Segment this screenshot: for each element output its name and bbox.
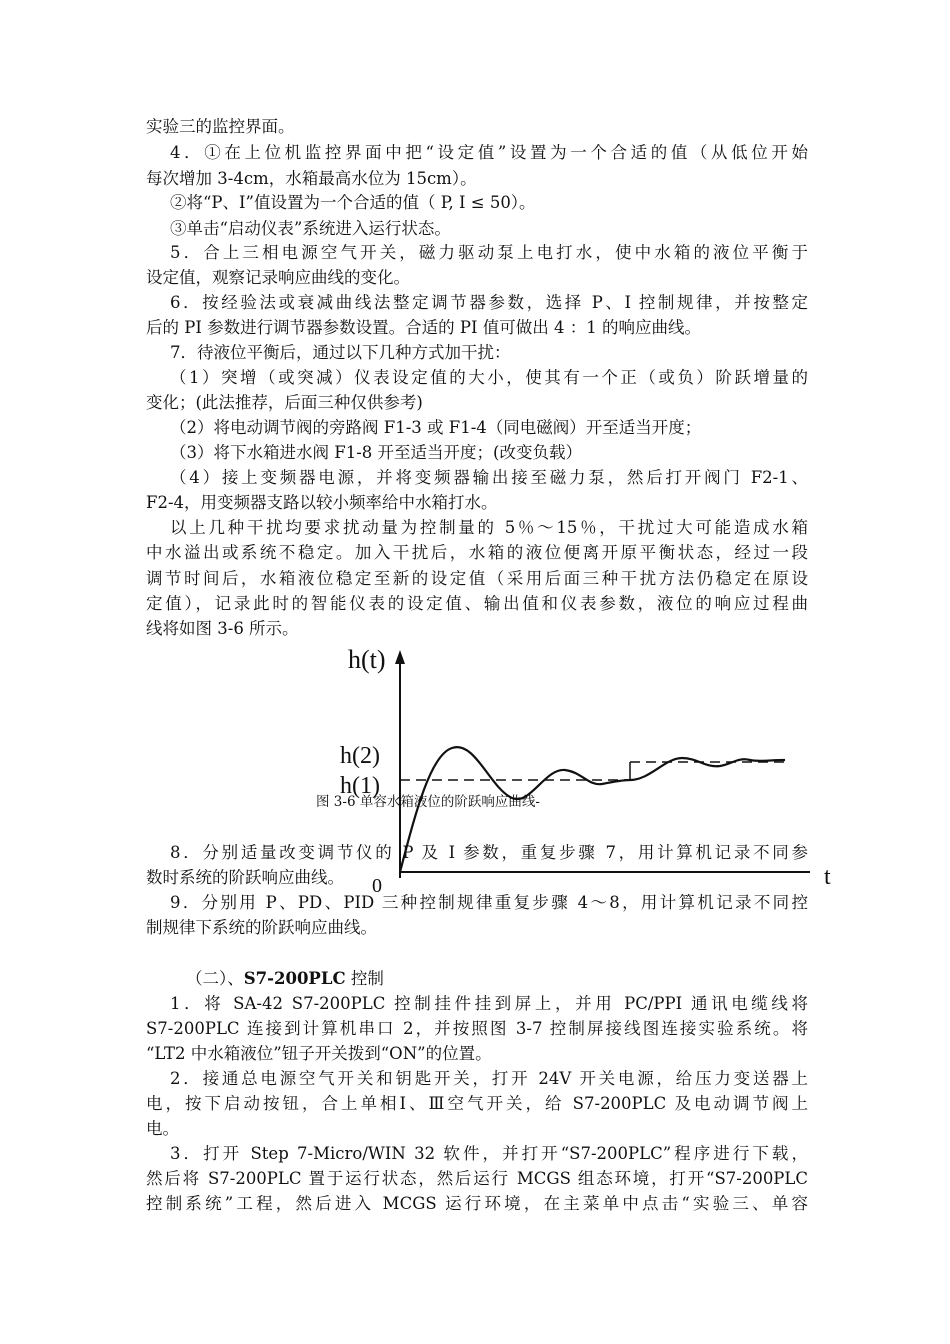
text-line: 3．打开 Step 7-Micro/WIN 32 软件，并打开“S7-200PLC”程序进行下载， bbox=[170, 1144, 808, 1163]
text-line: 数时系统的阶跃响应曲线。 bbox=[146, 868, 344, 887]
text-line: 定值），记录此时的智能仪表的设定值、输出值和仪表参数，液位的响应过程曲 bbox=[146, 594, 808, 613]
text-line: 以上几种干扰均要求扰动量为控制量的 5％～15％，干扰过大可能造成水箱 bbox=[170, 518, 808, 537]
section-bold: S7-200PLC bbox=[243, 969, 346, 988]
text-line: 9．分别用 P、PD、PID 三种控制规律重复步骤 4～8，用计算机记录不同控 bbox=[170, 893, 808, 912]
text-line: 2．接通总电源空气开关和钥匙开关，打开 24V 开关电源，给压力变送器上 bbox=[170, 1069, 808, 1088]
text-line: （2）将电动调节阀的旁路阀 F1-3 或 F1-4（同电磁阀）开至适当开度； bbox=[170, 418, 702, 437]
text-line: ②将“P、I”值设置为一个合适的值（ P, I ≤ 50）。 bbox=[170, 193, 536, 212]
text-line: 5．合上三相电源空气开关，磁力驱动泵上电打水，使中水箱的液位平衡于 bbox=[170, 243, 808, 262]
level-label-h2: h(2) bbox=[340, 743, 380, 769]
text-line: （1）突增（或突减）仪表设定值的大小，使其有一个正（或负）阶跃增量的 bbox=[170, 368, 808, 387]
text-line: 控制系统”工程，然后进入 MCGS 运行环境，在主菜单中点击“实验三、单容 bbox=[146, 1194, 808, 1213]
text-line: 设定值，观察记录响应曲线的变化。 bbox=[146, 268, 410, 287]
text-line: ③单击“启动仪表”系统进入运行状态。 bbox=[170, 219, 451, 238]
text-line: （3）将下水箱进水阀 F1-8 开至适当开度；(改变负载） bbox=[170, 443, 582, 462]
text-line: “LT2 中水箱液位”钮子开关拨到“ON”的位置。 bbox=[146, 1044, 492, 1063]
x-axis-label: t bbox=[824, 864, 831, 890]
figure-caption: 图 3-6 单容水箱液位的阶跃响应曲线- bbox=[316, 794, 540, 810]
text-line: 中水溢出或系统不稳定。加入干扰后，水箱的液位便离开原平衡状态，经过一段 bbox=[146, 543, 808, 562]
y-axis-label: h(t) bbox=[348, 645, 386, 674]
text-line: 7．待液位平衡后，通过以下几种方式加干扰： bbox=[170, 343, 511, 362]
section-prefix: （二）、 bbox=[186, 969, 244, 988]
origin-label: 0 bbox=[372, 875, 382, 897]
level-label-h1: h(1) bbox=[340, 773, 380, 799]
text-line: 实验三的监控界面。 bbox=[146, 117, 295, 136]
text-line: 每次增加 3-4cm，水箱最高水位为 15cm）。 bbox=[146, 169, 477, 188]
text-line: 变化；(此法推荐，后面三种仅供参考) bbox=[146, 393, 423, 412]
text-line: 后的 PI 参数进行调节器参数设置。合适的 PI 值可做出 4 ：1 的响应曲线。 bbox=[146, 318, 701, 337]
text-line: 电。 bbox=[146, 1119, 179, 1138]
section-heading bbox=[146, 966, 808, 992]
y-axis-arrow bbox=[395, 650, 405, 664]
text-line: 1．将 SA-42 S7-200PLC 控制挂件挂到屏上，并用 PC/PPI 通讯电缆线将 bbox=[170, 994, 808, 1013]
section-suffix: 控制 bbox=[345, 969, 384, 988]
text-line: 4．①在上位机监控界面中把“设定值”设置为一个合适的值（从低位开始 bbox=[170, 143, 808, 162]
text-line: （4）接上变频器电源，并将变频器输出接至磁力泵，然后打开阀门 F2-1、 bbox=[170, 468, 808, 487]
text-line: 6．按经验法或衰减曲线法整定调节器参数，选择 P、I 控制规律，并按整定 bbox=[170, 293, 808, 312]
text-line: 制规律下系统的阶跃响应曲线。 bbox=[146, 918, 377, 937]
text-line: 线将如图 3-6 所示。 bbox=[146, 619, 299, 638]
text-line: S7-200PLC 连接到计算机串口 2，并按照图 3-7 控制屏接线图连接实验系统。将 bbox=[146, 1019, 808, 1038]
text-line: 调节时间后，水箱液位稳定至新的设定值（采用后面三种干扰方法仍稳定在原设 bbox=[146, 569, 808, 588]
text-line: F2-4，用变频器支路以较小频率给中水箱打水。 bbox=[146, 493, 498, 512]
text-line: 电，按下启动按钮，合上单相Ⅰ、Ⅲ空气开关，给 S7-200PLC 及电动调节阀上 bbox=[146, 1094, 808, 1113]
text-line: 然后将 S7-200PLC 置于运行状态，然后运行 MCGS 组态环境，打开“S7-200PLC bbox=[146, 1169, 808, 1188]
text-line: 8．分别适量改变调节仪的 P 及 I 参数，重复步骤 7，用计算机记录不同参 bbox=[170, 843, 808, 862]
